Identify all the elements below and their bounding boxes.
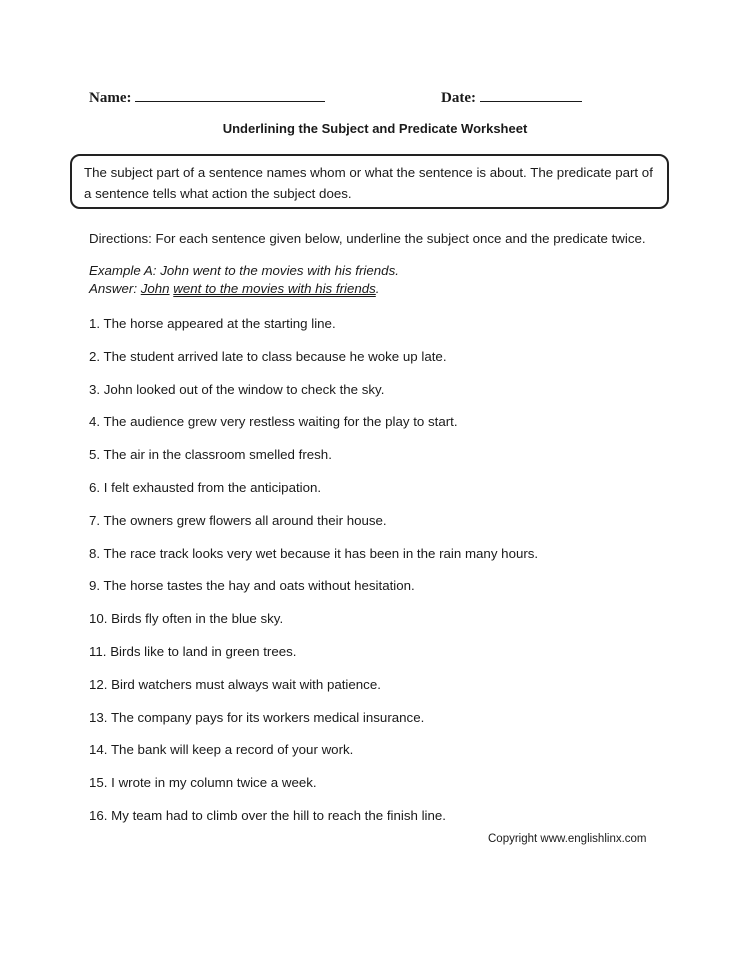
name-field[interactable] — [89, 87, 325, 107]
answer-end: . — [375, 281, 380, 296]
answer-label: Answer: — [89, 281, 141, 296]
sentence-item[interactable]: 12. Bird watchers must always wait with patience. — [89, 676, 381, 692]
example-answer — [89, 280, 689, 298]
sentence-item[interactable]: 15. I wrote in my column twice a week. — [89, 775, 317, 791]
sentence-item[interactable]: 1. The horse appeared at the starting line. — [89, 316, 336, 331]
sentence-item[interactable]: 16. My team had to climb over the hill to reach the finish line. — [89, 807, 446, 823]
date-label: Date: — [441, 90, 476, 106]
sentence-item[interactable]: 2. The student arrived late to class because he woke up late. — [89, 348, 447, 364]
sentence-item[interactable]: 4. The audience grew very restless waiting for the play to start. — [89, 414, 458, 430]
sentence-item[interactable]: 10. Birds fly often in the blue sky. — [89, 611, 284, 627]
date-blank-line[interactable] — [480, 87, 582, 102]
example-block — [89, 262, 689, 298]
sentence-item[interactable]: 9. The horse tastes the hay and oats without hesitation. — [89, 578, 415, 594]
sentence-item[interactable]: 3. John looked out of the window to check the sky. — [89, 381, 385, 397]
date-field[interactable] — [441, 87, 582, 107]
definition-box: The subject part of a sentence names whom or what the sentence is about. The predicate part of a sentence tells what action the subject does. — [70, 154, 669, 209]
answer-subject: John — [140, 281, 170, 296]
sentence-item[interactable]: 13. The company pays for its workers medical insurance. — [89, 709, 425, 725]
sentence-item[interactable]: 11. Birds like to land in green trees. — [89, 643, 297, 659]
sentence-item[interactable]: 5. The air in the classroom smelled fresh. — [89, 447, 332, 463]
sentence-item[interactable]: 8. The race track looks very wet because it has been in the rain many hours. — [89, 545, 539, 561]
name-blank-line[interactable] — [135, 87, 325, 102]
directions-text: Directions: For each sentence given below, underline the subject once and the predicate twice. — [89, 231, 646, 246]
sentence-item[interactable]: 7. The owners grew flowers all around their house. — [89, 512, 387, 528]
name-label: Name: — [89, 90, 132, 106]
copyright-notice: Copyright www.englishlinx.com — [488, 833, 647, 845]
sentence-item[interactable]: 6. I felt exhausted from the anticipation. — [89, 479, 322, 495]
header-row — [89, 87, 609, 111]
worksheet-title: Underlining the Subject and Predicate Worksheet — [222, 121, 528, 136]
sentence-item[interactable]: 14. The bank will keep a record of your work. — [89, 742, 354, 758]
sentence-list — [89, 314, 709, 839]
example-sentence: Example A: John went to the movies with his friends. — [89, 263, 399, 278]
answer-predicate: went to the movies with his friends — [173, 281, 376, 296]
